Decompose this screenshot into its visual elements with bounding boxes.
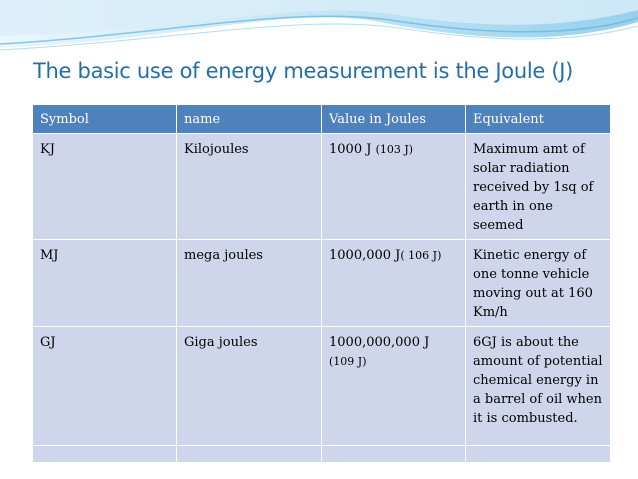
cell-value — [322, 327, 466, 446]
cell-empty — [322, 446, 466, 463]
table-row — [33, 134, 611, 240]
header-equivalent: Equivalent — [466, 105, 611, 134]
slide-title: The basic use of energy measurement is the Joule (J) — [33, 59, 574, 83]
cell-value — [322, 240, 466, 327]
cell-symbol: MJ — [33, 240, 177, 327]
header-value: Value in Joules — [322, 105, 466, 134]
cell-symbol: KJ — [33, 134, 177, 240]
cell-empty — [177, 446, 322, 463]
value-main: 1000,000,000 J — [329, 335, 430, 350]
header-wave-decoration — [0, 0, 638, 60]
table-row — [33, 327, 611, 446]
energy-units-table — [32, 104, 611, 463]
cell-value — [322, 134, 466, 240]
cell-name: Kilojoules — [177, 134, 322, 240]
value-exponent: (109 J) — [329, 355, 367, 368]
value-exponent: ( 106 J) — [400, 249, 442, 262]
table-header-row — [33, 105, 611, 134]
value-main: 1000,000 J — [329, 248, 401, 263]
table-row — [33, 240, 611, 327]
header-name: name — [177, 105, 322, 134]
cell-equivalent: 6GJ is about the amount of potential chemical energy in a barrel of oil when it is combusted. — [466, 327, 611, 446]
cell-empty — [33, 446, 177, 463]
table-row-empty — [33, 446, 611, 463]
value-exponent: (103 J) — [375, 143, 414, 156]
header-symbol: Symbol — [33, 105, 177, 134]
cell-name: Giga joules — [177, 327, 322, 446]
cell-name: mega joules — [177, 240, 322, 327]
cell-equivalent: Maximum amt of solar radiation received by 1sq of earth in one seemed — [466, 134, 611, 240]
value-main: 1000 J — [329, 142, 376, 157]
cell-symbol: GJ — [33, 327, 177, 446]
cell-empty — [466, 446, 611, 463]
cell-equivalent: Kinetic energy of one tonne vehicle moving out at 160 Km/h — [466, 240, 611, 327]
